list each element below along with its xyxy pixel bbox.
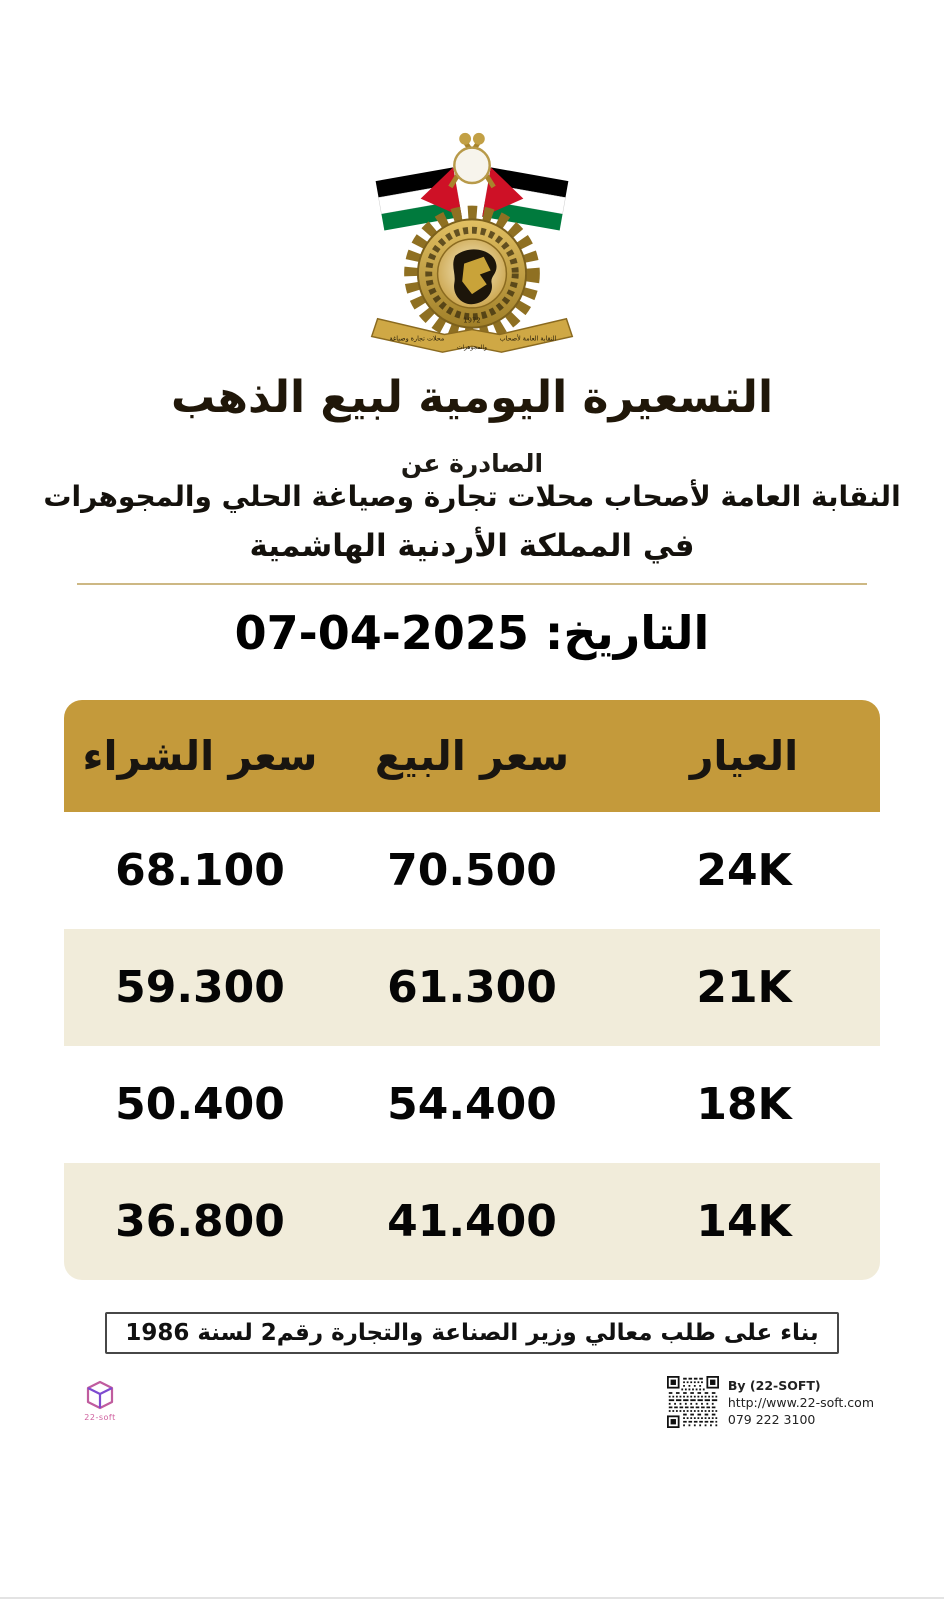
- qr-code: [667, 1376, 719, 1428]
- karat-value: 18K: [696, 1079, 792, 1130]
- price-row-14k: [64, 1163, 880, 1280]
- karat-value: 24K: [696, 845, 792, 896]
- price-row-21k: [64, 929, 880, 1046]
- issued-by-line: الصادرة عن: [400, 449, 544, 478]
- credit-text: [728, 1376, 874, 1427]
- sell-price-value: 41.400: [387, 1196, 557, 1247]
- buy-price-value: 68.100: [115, 845, 285, 896]
- date-line: [0, 606, 944, 660]
- jordan-flag-left: [376, 167, 462, 230]
- logo-area: [0, 126, 944, 362]
- karat-value: 14K: [696, 1196, 792, 1247]
- credit-phone: 079 222 3100: [727, 1412, 816, 1427]
- cube-logo-icon: [80, 1378, 120, 1412]
- sell-price-value: 61.300: [387, 962, 557, 1013]
- ministerial-note: بناء على طلب معالي وزير الصناعة والتجارة رقم2 لسنة 1986: [105, 1312, 838, 1354]
- sell-price-value: 54.400: [387, 1079, 557, 1130]
- karat-value: 21K: [696, 962, 792, 1013]
- organization-name: النقابة العامة لأصحاب محلات تجارة وصياغة الحلي والمجوهرات: [43, 480, 901, 513]
- ribbon-text-right: النقابة العامة لأصحاب: [499, 334, 557, 343]
- country-line: في المملكة الأردنية الهاشمية: [249, 528, 695, 564]
- sell-price-value: 70.500: [387, 845, 557, 896]
- ribbon-text-center: والمجوهرات: [456, 345, 488, 352]
- credit-url: http://www.22-soft.com: [727, 1395, 874, 1410]
- buy-price-value: 59.300: [115, 962, 285, 1013]
- price-row-18k: [64, 1046, 880, 1163]
- price-row-24k: [64, 812, 880, 929]
- ribbon-text-left: محلات تجارة وصياغة: [389, 334, 445, 343]
- buy-price-value: 50.400: [115, 1079, 285, 1130]
- divider-line: [77, 583, 867, 585]
- buy-price-value: 36.800: [115, 1196, 285, 1247]
- ribbon-banner: [372, 317, 573, 353]
- soft-logo: [80, 1378, 120, 1422]
- jordan-flag-right: [482, 167, 568, 230]
- buy-price-column-header: سعر الشراء: [82, 732, 318, 780]
- page-title: التسعيرة اليومية لبيع الذهب: [170, 372, 774, 423]
- note-area: [0, 1312, 944, 1354]
- karat-column-header: العيار: [689, 732, 799, 780]
- syndicate-logo: [354, 126, 590, 362]
- date-value: 07-04-2025: [234, 606, 529, 660]
- price-table: [64, 700, 880, 1280]
- soft-logo-text: 22-soft: [84, 1413, 116, 1422]
- date-label: التاريخ:: [544, 606, 710, 660]
- mace-icon: [450, 133, 493, 187]
- price-table-header: [64, 700, 880, 812]
- credits-block: [667, 1376, 874, 1428]
- sell-price-column-header: سعر البيع: [374, 732, 570, 780]
- logo-year: 1972: [463, 316, 481, 325]
- credit-by: By (22-SOFT): [727, 1378, 821, 1393]
